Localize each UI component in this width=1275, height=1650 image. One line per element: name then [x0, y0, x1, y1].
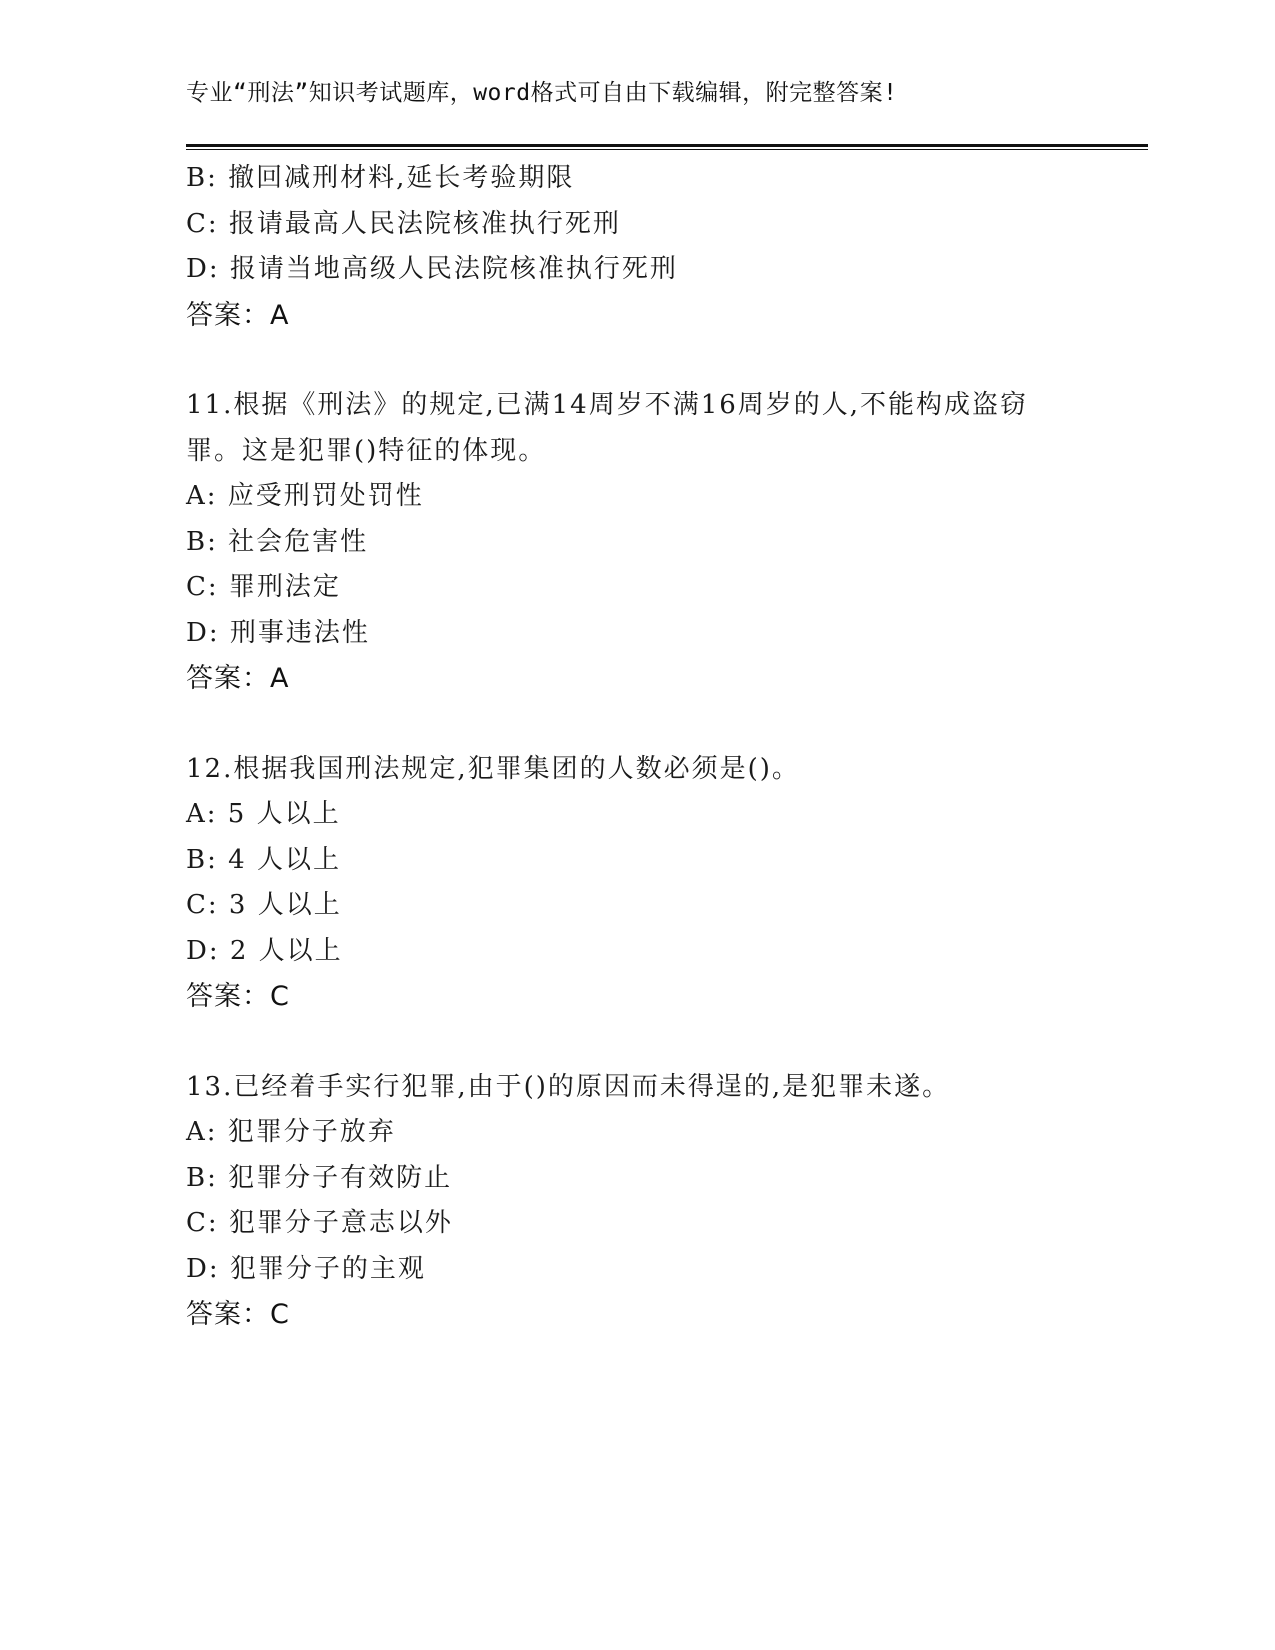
- answer-line: 答案：C: [186, 981, 290, 1012]
- option-b: B: 4 人以上: [186, 844, 341, 875]
- option-c: C: 犯罪分子意志以外: [186, 1208, 453, 1238]
- option-b: B: 犯罪分子有效防止: [186, 1162, 453, 1193]
- option-d: D: 刑事违法性: [186, 617, 370, 648]
- question-block-13: [186, 1065, 1086, 1338]
- page-header: 专业“刑法”知识考试题库，word格式可自由下载编辑，附完整答案!: [186, 80, 898, 106]
- question-block-12: [186, 747, 1086, 1020]
- answer-line: 答案：A: [186, 663, 290, 694]
- option-c: C: 罪刑法定: [186, 572, 341, 602]
- answer-line: 答案：A: [186, 299, 290, 331]
- question-list: [186, 156, 1086, 1338]
- question-stem: 12.根据我国刑法规定,犯罪集团的人数必须是()。: [186, 753, 800, 784]
- answer-line: 答案：C: [186, 1299, 290, 1330]
- header-divider: [186, 144, 1148, 150]
- option-c: C: 3 人以上: [186, 890, 342, 920]
- option-d: D: 犯罪分子的主观: [186, 1253, 426, 1284]
- option-d: D: 报请当地高级人民法院核准执行死刑: [186, 254, 678, 284]
- option-b: B: 社会危害性: [186, 526, 369, 557]
- option-d: D: 2 人以上: [186, 935, 343, 966]
- question-stem: 11.根据《刑法》的规定,已满14周岁不满16周岁的人,不能构成盗窃: [186, 390, 1029, 420]
- question-stem: 13.已经着手实行犯罪,由于()的原因而未得逞的,是犯罪未遂。: [186, 1071, 951, 1102]
- question-block-prev: [186, 156, 1086, 338]
- question-stem-continued: 罪。这是犯罪()特征的体现。: [186, 435, 547, 466]
- option-c: C: 报请最高人民法院核准执行死刑: [186, 208, 621, 239]
- question-block-11: [186, 383, 1086, 702]
- option-a: A: 应受刑罚处罚性: [186, 481, 424, 511]
- option-b: B: 撤回减刑材料,延长考验期限: [186, 163, 575, 193]
- option-a: A: 犯罪分子放弃: [186, 1117, 396, 1147]
- option-a: A: 5 人以上: [186, 799, 341, 829]
